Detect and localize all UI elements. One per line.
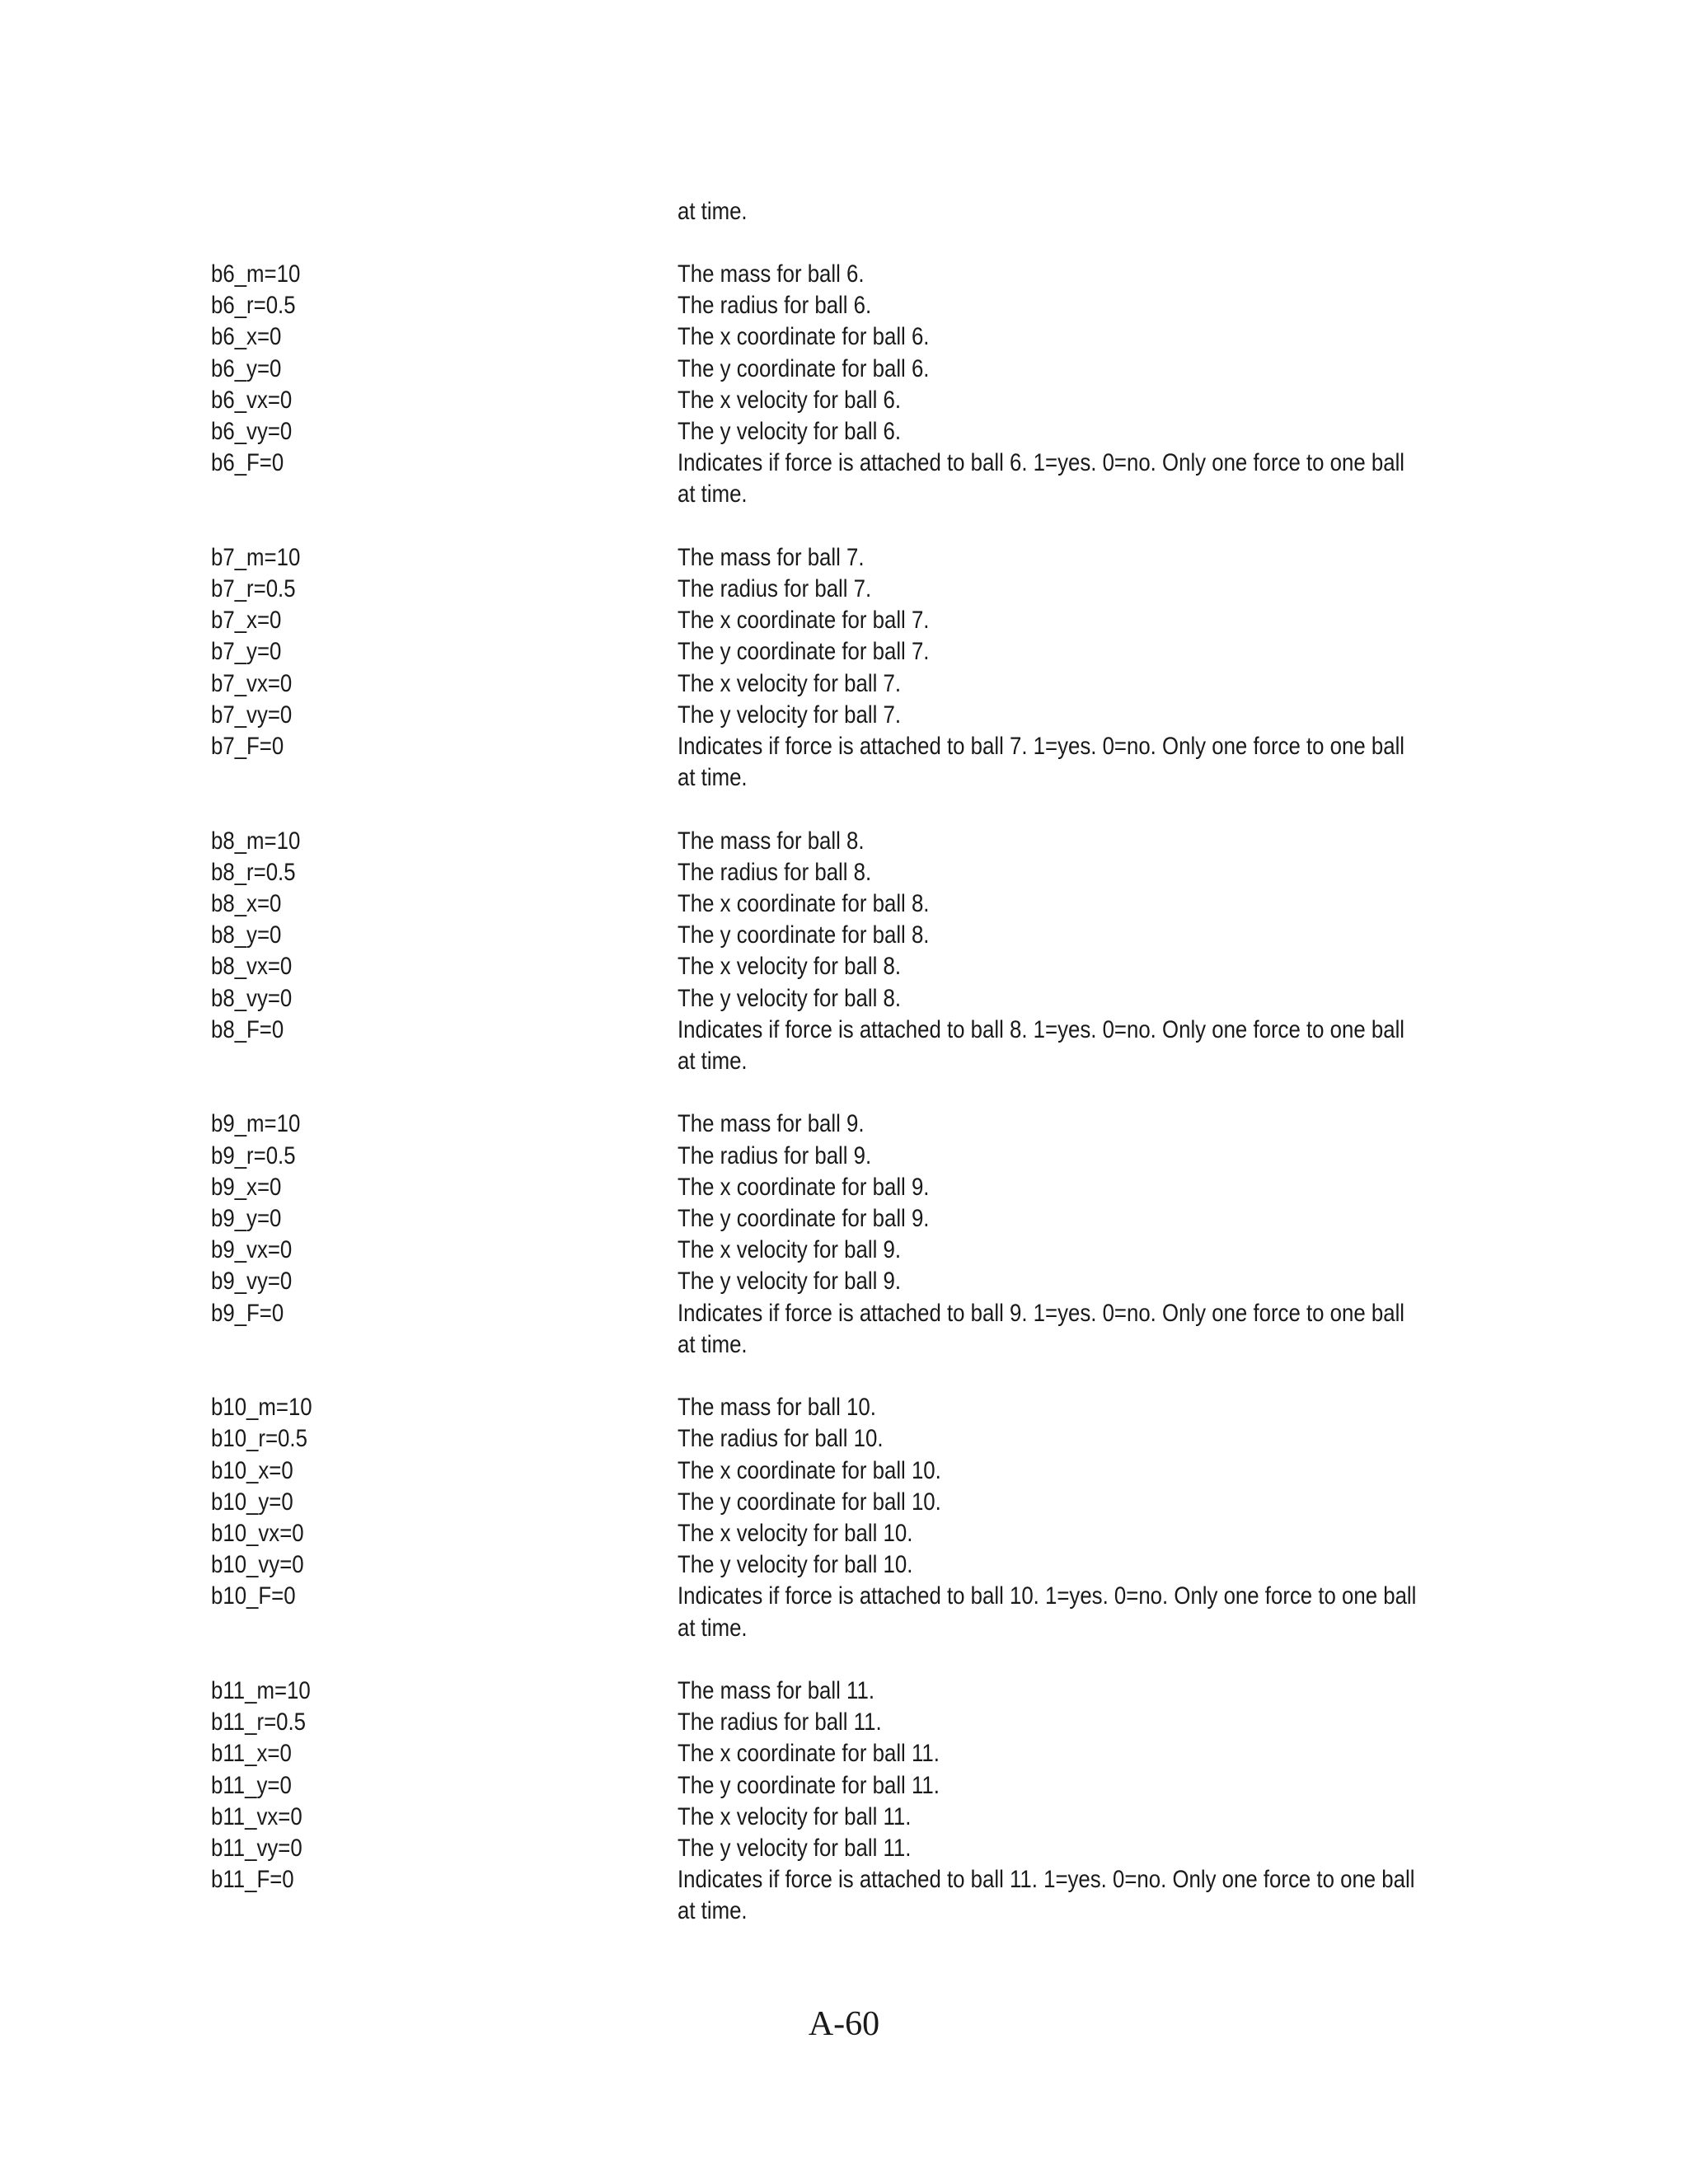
parameter-description bbox=[678, 259, 1471, 290]
parameter-row bbox=[0, 1392, 1688, 1423]
parameter-description bbox=[678, 385, 1471, 416]
parameter-name: b7_vy=0 bbox=[211, 701, 293, 729]
parameter-row bbox=[0, 1675, 1688, 1707]
description-line-continuation: at time. bbox=[678, 1897, 748, 1925]
parameter-row bbox=[0, 574, 1688, 605]
parameter-row bbox=[0, 605, 1688, 636]
parameter-row bbox=[0, 1549, 1688, 1581]
description-line: The mass for ball 11. bbox=[678, 1677, 874, 1705]
parameter-name: b9_y=0 bbox=[211, 1205, 282, 1233]
parameter-description bbox=[678, 1833, 1471, 1864]
description-line: The x coordinate for ball 7. bbox=[678, 607, 930, 635]
description-line: The y coordinate for ball 10. bbox=[678, 1488, 941, 1516]
parameter-description bbox=[678, 700, 1471, 731]
parameter-description bbox=[678, 1581, 1471, 1643]
parameter-row bbox=[0, 920, 1688, 951]
parameter-row bbox=[0, 1266, 1688, 1297]
parameter-name: b11_y=0 bbox=[211, 1771, 292, 1799]
description-line: The x velocity for ball 6. bbox=[678, 386, 902, 414]
parameter-description bbox=[678, 1707, 1471, 1738]
parameter-description bbox=[678, 1864, 1471, 1927]
parameter-row bbox=[0, 1423, 1688, 1455]
description-line: Indicates if force is attached to ball 7. 1=yes. 0=no. Only one force to one ball bbox=[678, 733, 1405, 761]
intro-continuation: at time. bbox=[678, 198, 748, 225]
parameter-row bbox=[0, 1802, 1688, 1833]
description-line: The y velocity for ball 9. bbox=[678, 1268, 902, 1296]
parameter-name: b6_vy=0 bbox=[211, 418, 293, 446]
parameter-row bbox=[0, 354, 1688, 385]
parameter-description bbox=[678, 1675, 1471, 1707]
parameter-description bbox=[678, 1802, 1471, 1833]
parameter-row bbox=[0, 826, 1688, 857]
parameter-description bbox=[678, 1549, 1471, 1581]
parameter-row bbox=[0, 416, 1688, 448]
description-line: The y coordinate for ball 7. bbox=[678, 638, 930, 666]
parameter-name: b11_m=10 bbox=[211, 1677, 311, 1705]
description-line: The x velocity for ball 7. bbox=[678, 669, 902, 697]
parameter-group bbox=[0, 1108, 1688, 1361]
parameter-row bbox=[0, 1172, 1688, 1203]
parameter-name: b9_vy=0 bbox=[211, 1268, 293, 1296]
parameter-name: b11_r=0.5 bbox=[211, 1708, 307, 1736]
parameter-description bbox=[678, 1770, 1471, 1802]
parameter-name: b10_F=0 bbox=[211, 1582, 296, 1610]
parameter-description bbox=[678, 983, 1471, 1015]
parameter-name: b6_x=0 bbox=[211, 323, 282, 351]
parameter-description bbox=[678, 574, 1471, 605]
description-line: The x coordinate for ball 8. bbox=[678, 890, 930, 918]
description-line-continuation: at time. bbox=[678, 480, 748, 509]
description-line: The mass for ball 7. bbox=[678, 543, 865, 571]
description-line: The y velocity for ball 7. bbox=[678, 701, 902, 729]
parameter-row bbox=[0, 385, 1688, 416]
parameter-row bbox=[0, 668, 1688, 700]
description-line: Indicates if force is attached to ball 6. 1=yes. 0=no. Only one force to one ball bbox=[678, 449, 1405, 477]
description-line: The y coordinate for ball 9. bbox=[678, 1205, 930, 1233]
parameter-row bbox=[0, 1518, 1688, 1549]
description-line: The x coordinate for ball 11. bbox=[678, 1740, 940, 1768]
parameter-name: b8_y=0 bbox=[211, 921, 282, 949]
parameter-description bbox=[678, 605, 1471, 636]
parameter-row bbox=[0, 731, 1688, 794]
parameter-row bbox=[0, 1770, 1688, 1802]
parameter-row bbox=[0, 1738, 1688, 1769]
parameter-name: b9_r=0.5 bbox=[211, 1141, 296, 1169]
parameter-description bbox=[678, 826, 1471, 857]
parameter-description bbox=[678, 888, 1471, 920]
parameter-row bbox=[0, 1455, 1688, 1487]
description-line: The radius for ball 9. bbox=[678, 1141, 872, 1169]
parameter-description bbox=[678, 448, 1471, 510]
description-line: The radius for ball 7. bbox=[678, 575, 872, 603]
description-line: The y coordinate for ball 6. bbox=[678, 354, 930, 382]
description-line: The x velocity for ball 8. bbox=[678, 953, 902, 981]
parameter-description bbox=[678, 920, 1471, 951]
parameter-row bbox=[0, 1203, 1688, 1235]
parameter-row bbox=[0, 259, 1688, 290]
parameter-description bbox=[678, 1487, 1471, 1518]
parameter-row bbox=[0, 1581, 1688, 1643]
description-line: The x velocity for ball 10. bbox=[678, 1520, 913, 1548]
description-line: The y velocity for ball 6. bbox=[678, 418, 902, 446]
parameter-description bbox=[678, 1015, 1471, 1077]
parameter-description bbox=[678, 1738, 1471, 1769]
parameter-row bbox=[0, 951, 1688, 982]
parameter-name: b8_vx=0 bbox=[211, 953, 293, 981]
description-line: The mass for ball 9. bbox=[678, 1110, 865, 1138]
description-line: The mass for ball 8. bbox=[678, 827, 865, 855]
description-line: Indicates if force is attached to ball 10. 1=yes. 0=no. Only one force to one ball bbox=[678, 1582, 1417, 1610]
parameter-row bbox=[0, 542, 1688, 574]
parameter-name: b11_x=0 bbox=[211, 1740, 292, 1768]
description-line: The x coordinate for ball 6. bbox=[678, 323, 930, 351]
parameter-row bbox=[0, 857, 1688, 888]
parameter-group bbox=[0, 259, 1688, 511]
parameter-name: b10_x=0 bbox=[211, 1456, 293, 1484]
description-line-continuation: at time. bbox=[678, 1330, 748, 1358]
parameter-row bbox=[0, 448, 1688, 510]
description-line: The radius for ball 8. bbox=[678, 858, 872, 886]
description-line: The y coordinate for ball 8. bbox=[678, 921, 930, 949]
parameter-description bbox=[678, 416, 1471, 448]
parameter-name: b7_vx=0 bbox=[211, 669, 293, 697]
parameter-row bbox=[0, 636, 1688, 668]
parameter-row bbox=[0, 321, 1688, 353]
parameter-description bbox=[678, 1108, 1471, 1140]
parameter-name: b10_vy=0 bbox=[211, 1551, 304, 1579]
parameter-description bbox=[678, 636, 1471, 668]
parameter-row bbox=[0, 983, 1688, 1015]
parameter-row bbox=[0, 1487, 1688, 1518]
description-line: The y velocity for ball 8. bbox=[678, 984, 902, 1012]
parameter-list bbox=[0, 259, 1688, 1959]
parameter-name: b10_vx=0 bbox=[211, 1520, 304, 1548]
description-line-continuation: at time. bbox=[678, 1614, 748, 1642]
description-line-continuation: at time. bbox=[678, 764, 748, 792]
parameter-group bbox=[0, 542, 1688, 794]
parameter-name: b9_x=0 bbox=[211, 1173, 282, 1201]
parameter-description bbox=[678, 1172, 1471, 1203]
parameter-name: b9_F=0 bbox=[211, 1299, 284, 1327]
parameter-name: b6_r=0.5 bbox=[211, 292, 296, 320]
parameter-row bbox=[0, 1235, 1688, 1266]
parameter-description bbox=[678, 1518, 1471, 1549]
description-line: The x coordinate for ball 10. bbox=[678, 1456, 941, 1484]
parameter-name: b7_F=0 bbox=[211, 733, 284, 761]
description-line: The radius for ball 10. bbox=[678, 1425, 884, 1453]
parameter-name: b10_y=0 bbox=[211, 1488, 293, 1516]
parameter-row bbox=[0, 888, 1688, 920]
description-line: The y velocity for ball 11. bbox=[678, 1835, 912, 1863]
parameter-description bbox=[678, 1235, 1471, 1266]
parameter-row bbox=[0, 1864, 1688, 1927]
parameter-name: b9_m=10 bbox=[211, 1110, 301, 1138]
parameter-row bbox=[0, 1833, 1688, 1864]
parameter-description bbox=[678, 1203, 1471, 1235]
description-line: Indicates if force is attached to ball 11. 1=yes. 0=no. Only one force to one ball bbox=[678, 1866, 1415, 1894]
parameter-name: b7_y=0 bbox=[211, 638, 282, 666]
parameter-name: b7_r=0.5 bbox=[211, 575, 296, 603]
parameter-description bbox=[678, 354, 1471, 385]
parameter-row bbox=[0, 1298, 1688, 1361]
parameter-row bbox=[0, 290, 1688, 321]
description-line: The x coordinate for ball 9. bbox=[678, 1173, 930, 1201]
parameter-name: b7_m=10 bbox=[211, 543, 301, 571]
parameter-group bbox=[0, 1675, 1688, 1928]
description-line: The mass for ball 10. bbox=[678, 1394, 876, 1422]
description-line-continuation: at time. bbox=[678, 1047, 748, 1076]
parameter-description bbox=[678, 1266, 1471, 1297]
description-line: The radius for ball 6. bbox=[678, 292, 872, 320]
parameter-name: b6_m=10 bbox=[211, 260, 301, 288]
parameter-name: b8_r=0.5 bbox=[211, 858, 296, 886]
parameter-name: b8_F=0 bbox=[211, 1015, 284, 1043]
parameter-description bbox=[678, 290, 1471, 321]
description-line: The y coordinate for ball 11. bbox=[678, 1771, 940, 1799]
description-line: The y velocity for ball 10. bbox=[678, 1551, 913, 1579]
description-line: The x velocity for ball 11. bbox=[678, 1802, 912, 1830]
parameter-description bbox=[678, 668, 1471, 700]
description-line: Indicates if force is attached to ball 8. 1=yes. 0=no. Only one force to one ball bbox=[678, 1015, 1405, 1043]
parameter-name: b6_y=0 bbox=[211, 354, 282, 382]
parameter-name: b10_r=0.5 bbox=[211, 1425, 307, 1453]
description-line: The radius for ball 11. bbox=[678, 1708, 882, 1736]
parameter-row bbox=[0, 1707, 1688, 1738]
description-line: The x velocity for ball 9. bbox=[678, 1236, 902, 1264]
parameter-description bbox=[678, 1298, 1471, 1361]
parameter-group bbox=[0, 826, 1688, 1078]
parameter-row bbox=[0, 700, 1688, 731]
parameter-name: b8_m=10 bbox=[211, 827, 301, 855]
parameter-row bbox=[0, 1108, 1688, 1140]
page-number: A-60 bbox=[808, 2005, 880, 2043]
parameter-description bbox=[678, 321, 1471, 353]
description-line: The mass for ball 6. bbox=[678, 260, 865, 288]
parameter-description bbox=[678, 1455, 1471, 1487]
parameter-name: b10_m=10 bbox=[211, 1394, 312, 1422]
parameter-name: b6_vx=0 bbox=[211, 386, 293, 414]
parameter-name: b7_x=0 bbox=[211, 607, 282, 635]
parameter-row bbox=[0, 1015, 1688, 1077]
parameter-description bbox=[678, 1392, 1471, 1423]
parameter-description bbox=[678, 542, 1471, 574]
parameter-group bbox=[0, 1392, 1688, 1644]
parameter-name: b11_vy=0 bbox=[211, 1835, 302, 1863]
parameter-name: b9_vx=0 bbox=[211, 1236, 293, 1264]
parameter-description bbox=[678, 731, 1471, 794]
parameter-description bbox=[678, 1423, 1471, 1455]
description-line: Indicates if force is attached to ball 9. 1=yes. 0=no. Only one force to one ball bbox=[678, 1299, 1405, 1327]
parameter-name: b8_vy=0 bbox=[211, 984, 293, 1012]
parameter-name: b11_F=0 bbox=[211, 1866, 294, 1894]
parameter-description bbox=[678, 951, 1471, 982]
parameter-name: b8_x=0 bbox=[211, 890, 282, 918]
parameter-row bbox=[0, 1141, 1688, 1172]
parameter-name: b11_vx=0 bbox=[211, 1802, 302, 1830]
parameter-name: b6_F=0 bbox=[211, 449, 284, 477]
parameter-description bbox=[678, 1141, 1471, 1172]
parameter-description bbox=[678, 857, 1471, 888]
